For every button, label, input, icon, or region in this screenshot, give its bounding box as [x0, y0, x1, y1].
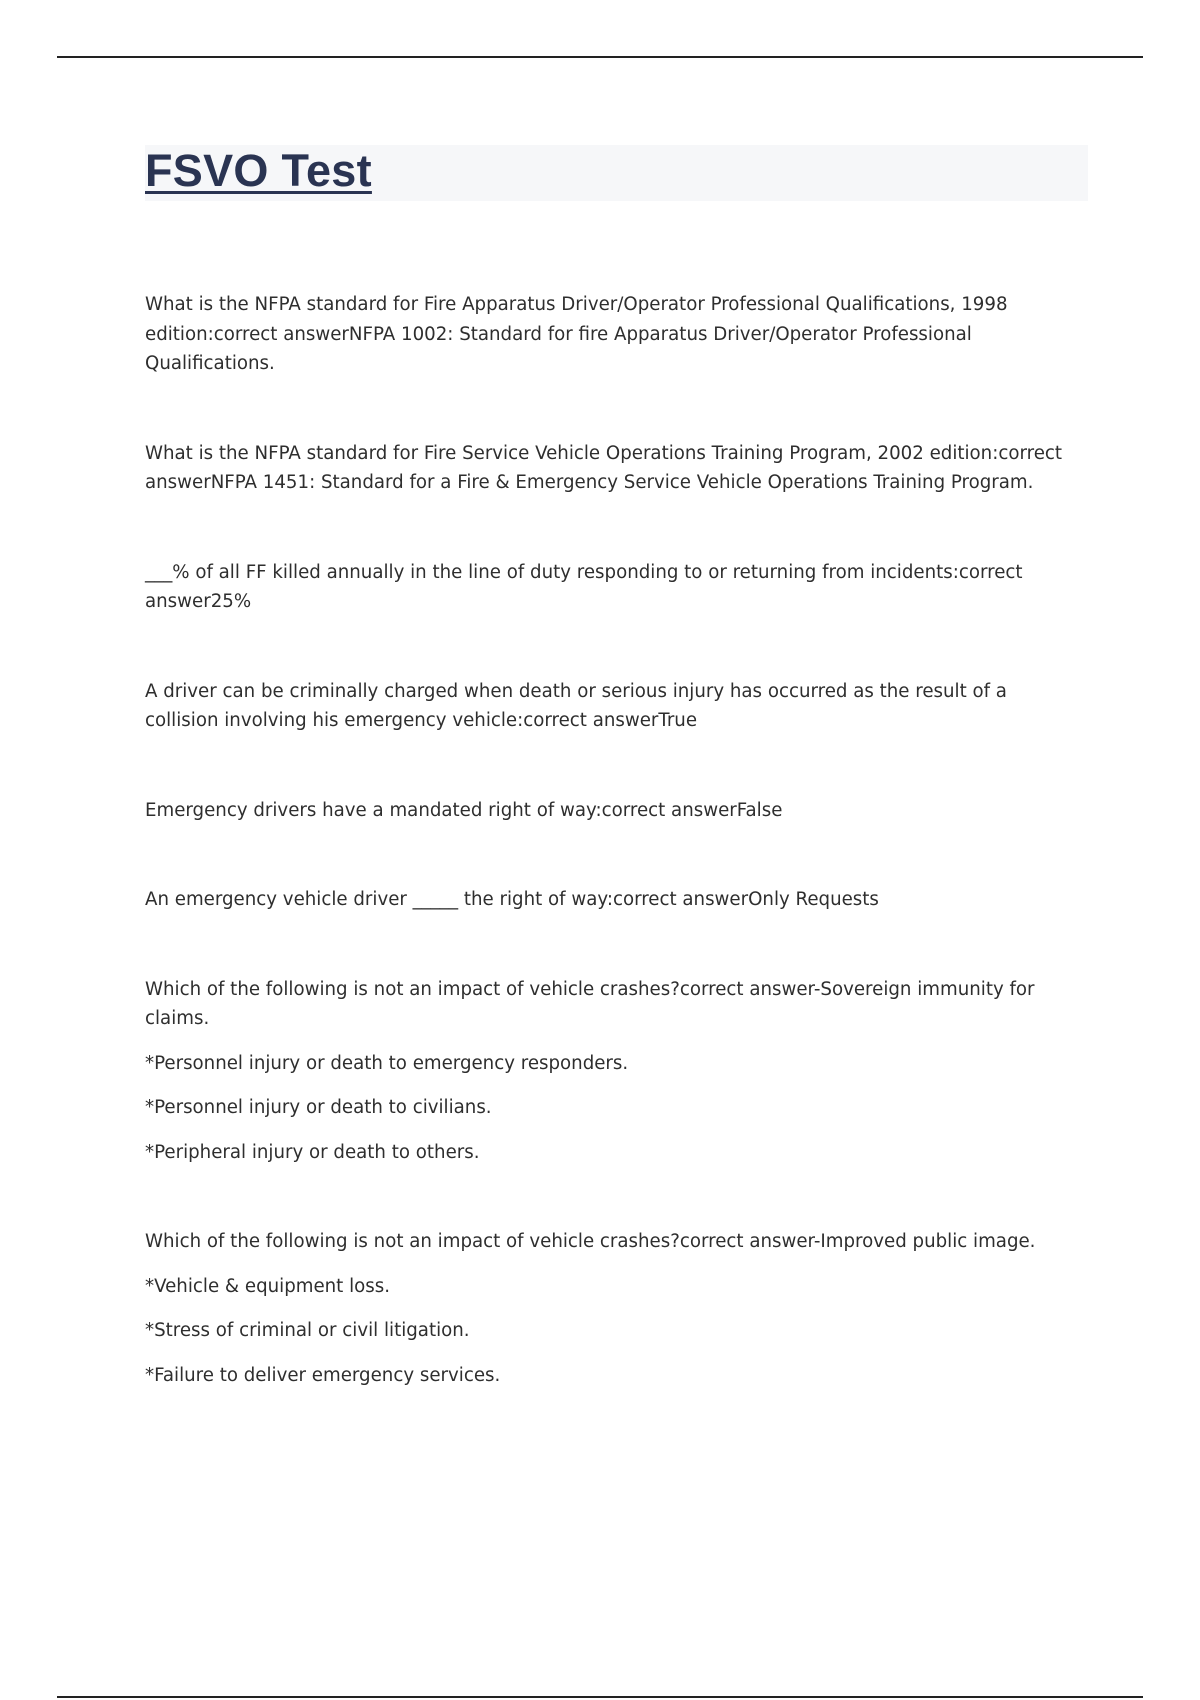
top-divider [57, 56, 1143, 58]
qa-text: Emergency drivers have a mandated right of way:correct answerFalse [145, 799, 783, 821]
qa-text: Which of the following is not an impact of vehicle crashes?correct answer-Sovereign immunity for claims. [145, 978, 1035, 1029]
qa-item [145, 558, 1075, 617]
qa-text: ___% of all FF killed annually in the line of duty responding to or returning from incidents:correct answer25% [145, 561, 1023, 612]
qa-text: What is the NFPA standard for Fire Apparatus Driver/Operator Professional Qualifications, 1998 edition:correct answerNFPA 1002: Standard for fire Apparatus Driver/Operator Professional Qualifications. [145, 294, 1008, 374]
qa-text: What is the NFPA standard for Fire Service Vehicle Operations Training Program, 2002 edition:correct answerNFPA 1451: Standard for a Fire & Emergency Service Vehicle Operations Training Program. [145, 442, 1063, 493]
document-body [145, 290, 1075, 1450]
qa-item [145, 677, 1075, 736]
qa-item [145, 1227, 1075, 1390]
qa-text: Which of the following is not an impact of vehicle crashes?correct answer-Improved public image. [145, 1231, 1036, 1252]
page-title: FSVO Test [145, 145, 372, 196]
qa-item [145, 796, 1075, 826]
qa-item [145, 290, 1075, 379]
qa-item [145, 439, 1075, 498]
bullet-line: *Personnel injury or death to civilians. [145, 1097, 492, 1118]
bullet-line: *Personnel injury or death to emergency responders. [145, 1052, 629, 1074]
qa-item [145, 975, 1075, 1168]
qa-text: A driver can be criminally charged when death or serious injury has occurred as the result of a collision involving his emergency vehicle:correct answerTrue [145, 680, 1007, 731]
bullet-line: *Peripheral injury or death to others. [145, 1141, 480, 1163]
bullet-line: *Vehicle & equipment loss. [145, 1275, 390, 1297]
bottom-divider [57, 1696, 1143, 1698]
qa-item [145, 885, 1075, 915]
qa-text: An emergency vehicle driver _____ the right of way:correct answerOnly Requests [145, 889, 879, 910]
bullet-line: *Stress of criminal or civil litigation. [145, 1320, 470, 1341]
bullet-line: *Failure to deliver emergency services. [145, 1364, 501, 1386]
